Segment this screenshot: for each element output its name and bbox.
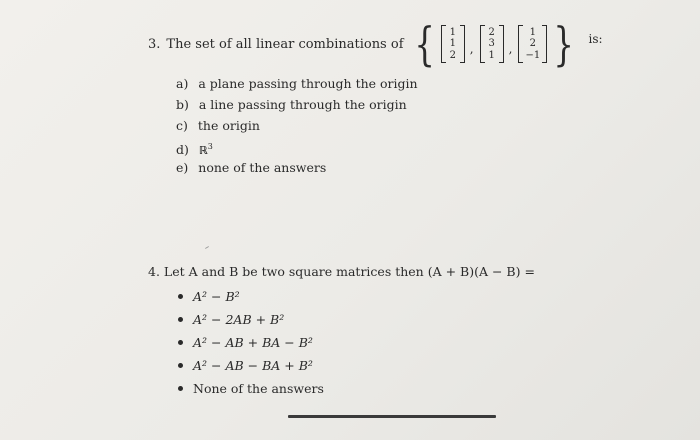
vector-3 [518, 25, 547, 63]
option-text: A² − AB + BA − B² [193, 335, 313, 350]
bullet-icon [178, 317, 183, 322]
vector-1 [441, 25, 465, 63]
option-letter: b) [176, 97, 189, 112]
option-b[interactable] [176, 94, 418, 115]
comma: , [469, 42, 474, 56]
vector-entry: 1 [449, 26, 456, 38]
question-3-stem-line [148, 17, 688, 71]
left-brace: { [413, 17, 435, 71]
option-3[interactable] [178, 331, 324, 354]
option-1[interactable] [178, 285, 324, 308]
option-text: a line passing through the origin [198, 97, 407, 112]
question-4-options [178, 285, 324, 400]
bracket-right [460, 25, 465, 63]
bracket-right [499, 25, 504, 63]
question-3-suffix: is: [588, 32, 603, 46]
option-c[interactable] [176, 115, 418, 136]
option-text: None of the answers [193, 381, 324, 396]
option-text: none of the answers [198, 160, 327, 175]
question-3 [148, 17, 688, 71]
vector-set [410, 17, 579, 71]
option-a[interactable] [176, 73, 418, 94]
option-text: a plane passing through the origin [198, 76, 418, 91]
question-4-stem: Let A and B be two square matrices then (A + B)(A − B) = [163, 264, 535, 279]
option-text: A² − B² [193, 289, 240, 304]
bullet-icon [178, 363, 183, 368]
comma: , [508, 42, 513, 56]
vector-entry: 1 [449, 38, 456, 50]
question-3-stem: The set of all linear combinations of [166, 36, 404, 52]
option-superscript: 3 [207, 142, 213, 151]
option-text: the origin [197, 118, 260, 133]
option-d[interactable] [176, 136, 418, 157]
bullet-icon [178, 386, 183, 391]
option-2[interactable] [178, 308, 324, 331]
vector-2 [480, 25, 504, 63]
question-3-options [176, 73, 418, 178]
vector-entry: 1 [529, 26, 537, 38]
paper-speck [205, 246, 209, 249]
option-letter: d) [176, 142, 189, 158]
vector-entry: 2 [449, 49, 456, 61]
option-letter: e) [176, 160, 189, 175]
horizontal-rule [288, 415, 496, 418]
right-brace: } [553, 17, 575, 71]
question-3-number: 3. [148, 36, 161, 52]
question-4 [148, 264, 535, 279]
vector-entry: 2 [488, 26, 495, 38]
option-4[interactable] [178, 354, 324, 377]
bullet-icon [178, 340, 183, 345]
vector-entry: −1 [525, 49, 541, 61]
bullet-icon [178, 294, 183, 299]
option-e[interactable] [176, 157, 418, 178]
option-text: A² − 2AB + B² [193, 312, 285, 327]
option-text: A² − AB − BA + B² [193, 358, 313, 373]
option-letter: c) [176, 118, 188, 133]
option-text: ℝ [198, 144, 208, 158]
question-4-number: 4. [148, 264, 160, 279]
vector-entry: 1 [488, 49, 495, 61]
option-letter: a) [176, 76, 189, 91]
vector-entry: 3 [488, 38, 495, 50]
bracket-right [542, 25, 547, 63]
option-5[interactable] [178, 377, 324, 400]
vector-entry: 2 [529, 38, 537, 50]
